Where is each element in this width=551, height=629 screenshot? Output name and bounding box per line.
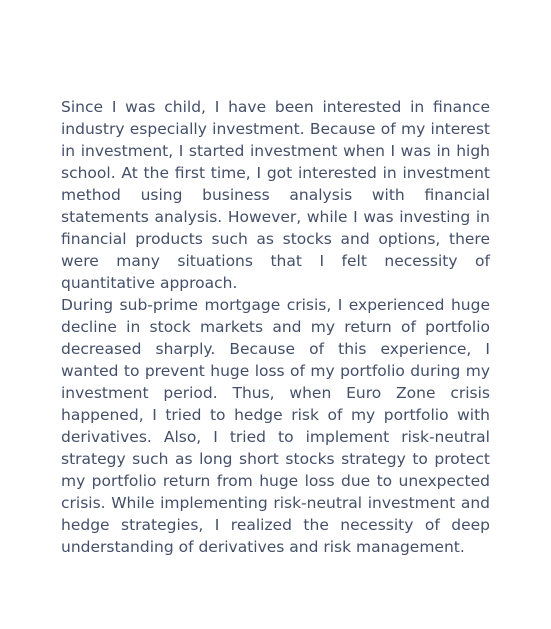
paragraph-crisis-experience: During sub-prime mortgage crisis, I experienced huge decline in stock markets and my return of portfolio decreased sharply. Because of this experience, I wanted to prevent huge loss of my portfolio during my investment period. Thus, when Euro Zone crisis happened, I tried to hedge risk of my portfolio with derivatives. Also, I tried to implement risk-neutral strategy such as long short stocks strategy to protect my portfolio return from huge loss due to unexpected crisis. While implementing risk-neutral investment and hedge strategies, I realized the necessity of deep understanding of derivatives and risk management. — [61, 296, 490, 556]
paragraph-childhood-interest: Since I was child, I have been interested in finance industry especially investment. Because of my interest in investment, I started investment when I was in high school. At the first time, I got interested in investment method using business analysis with financial statements analysis. However, while I was investing in financial products such as stocks and options, there were many situations that I felt necessity of quantitative approach. — [61, 98, 490, 292]
body-text — [61, 96, 490, 558]
